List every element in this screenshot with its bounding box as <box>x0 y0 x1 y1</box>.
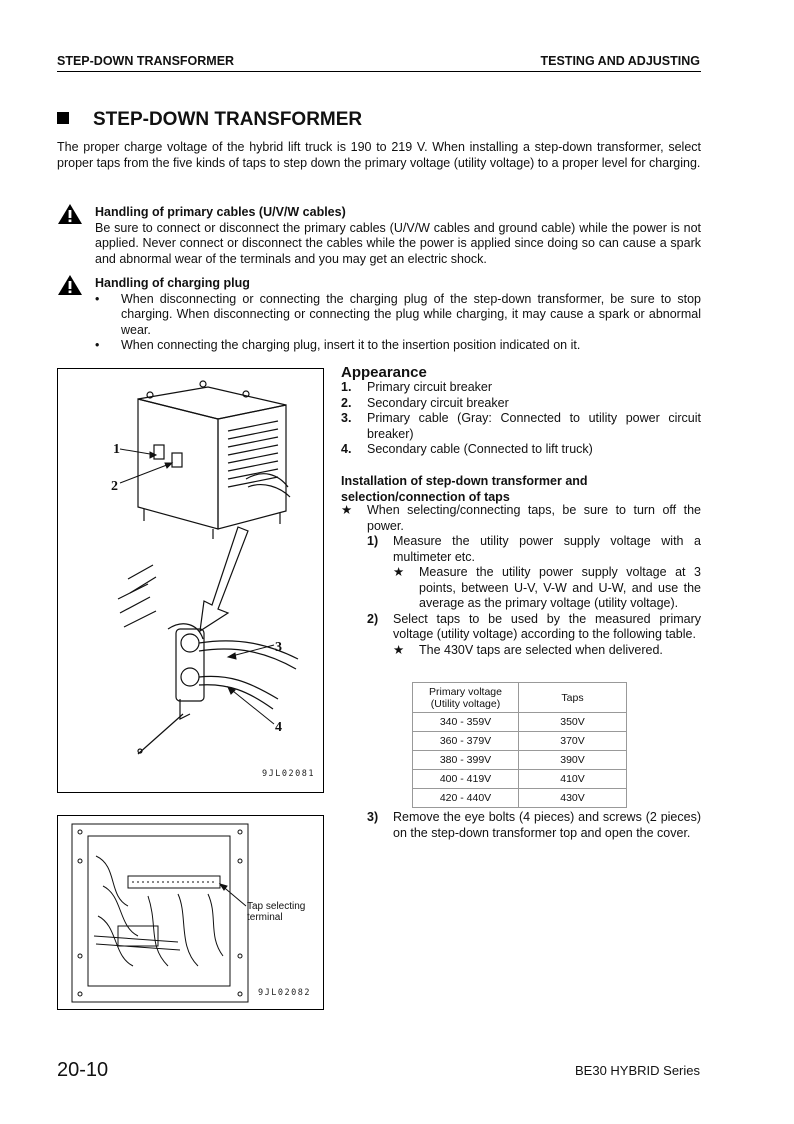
figure-appearance <box>57 368 324 793</box>
figure-code: 9JL02082 <box>258 987 311 998</box>
section-title <box>57 109 362 131</box>
callout-4: 4 <box>275 720 282 735</box>
table-row: 340 - 359V 350V <box>413 713 627 732</box>
page-number: 20-10 <box>57 1059 109 1081</box>
list-item: 1. Primary circuit breaker <box>341 380 493 394</box>
appearance-list <box>341 380 701 458</box>
taps-table <box>412 682 627 808</box>
tap-terminal-label: Tap selecting terminal <box>247 901 306 923</box>
square-bullet-icon <box>57 112 69 124</box>
table-row: 400 - 419V 410V <box>413 770 627 789</box>
list-item: 2. Secondary circuit breaker <box>341 395 509 410</box>
running-header-left: STEP-DOWN TRANSFORMER <box>57 54 235 68</box>
appearance-title: Appearance <box>341 364 427 381</box>
step-2-note: ★ The 430V taps are selected when delivered. <box>393 642 663 657</box>
table-row: 360 - 379V 370V <box>413 732 627 751</box>
star-icon: ★ <box>341 503 353 517</box>
callout-3: 3 <box>275 640 282 655</box>
step-3: 3) Remove the eye bolts (4 pieces) and screws (2 pieces) on the step-down transformer top and open the cover. <box>367 810 701 840</box>
transformer-illustration <box>58 369 325 794</box>
table-header-cell: Primary voltage (Utility voltage) <box>413 683 519 713</box>
step-2: 2) Select taps to be used by the measured primary voltage (utility voltage) according to the following table. <box>367 611 701 641</box>
table-row: 380 - 399V 390V <box>413 751 627 770</box>
installation-steps <box>341 503 701 658</box>
step-1-note: ★ Measure the utility power supply voltage at 3 points, between U-V, V-W and U-W, and use the average as the primary voltage (utility voltage). <box>393 565 701 610</box>
bullet-icon: • <box>95 291 100 306</box>
list-item: 4. Secondary cable (Connected to lift truck) <box>341 442 593 456</box>
running-header-right: TESTING AND ADJUSTING <box>540 54 700 68</box>
callout-2: 2 <box>111 479 118 494</box>
step-1: 1) Measure the utility power supply voltage with a multimeter etc. <box>367 534 701 564</box>
series-name: BE30 HYBRID Series <box>575 1063 700 1078</box>
bullet-item: • When disconnecting or connecting the charging plug of the step-down transformer, be sure to stop charging. When disconnecting or connecting the plug while charging, it may cause a spark or abnormal wear. <box>95 291 701 337</box>
warning-text: Be sure to connect or disconnect the primary cables (U/V/W cables and ground cable) while the power is not applied. Never connect or disconnect the cables while the power is applied since doing so can cause a spark and abnormal wear of the terminals and you may get an electric shock. <box>95 220 701 266</box>
star-note: ★ When selecting/connecting taps, be sure to turn off the power. <box>341 503 701 533</box>
star-icon: ★ <box>393 642 405 657</box>
warning-title: Handling of charging plug <box>95 276 250 290</box>
installation-title: Installation of step-down transformer and selection/connection of taps <box>341 474 588 504</box>
table-header-row <box>413 683 627 713</box>
warning-charging-plug <box>95 276 701 354</box>
figure-code: 9JL02081 <box>262 768 315 779</box>
figure-tap-terminal <box>57 815 324 1010</box>
warning-icon <box>57 203 83 225</box>
step-3-container <box>341 810 701 841</box>
warning-title: Handling of primary cables (U/V/W cables) <box>95 205 346 219</box>
bullet-item: • When connecting the charging plug, insert it to the insertion position indicated on it. <box>95 338 581 352</box>
warning-primary-cables <box>95 205 701 267</box>
list-item: 3. Primary cable (Gray: Connected to utility power circuit breaker) <box>341 411 701 441</box>
callout-1: 1 <box>113 442 120 457</box>
intro-paragraph: The proper charge voltage of the hybrid lift truck is 190 to 219 V. When installing a step-down transformer, select proper taps from the five kinds of taps to step down the primary voltage (utility voltage) to a proper level for charging. <box>57 140 701 170</box>
table-row: 420 - 440V 430V <box>413 789 627 808</box>
warning-icon <box>57 274 83 296</box>
table-header-cell: Taps <box>519 683 627 713</box>
section-title-text: STEP-DOWN TRANSFORMER <box>93 109 363 130</box>
bullet-icon: • <box>95 338 100 352</box>
header-rule <box>57 71 701 72</box>
star-icon: ★ <box>393 565 405 579</box>
